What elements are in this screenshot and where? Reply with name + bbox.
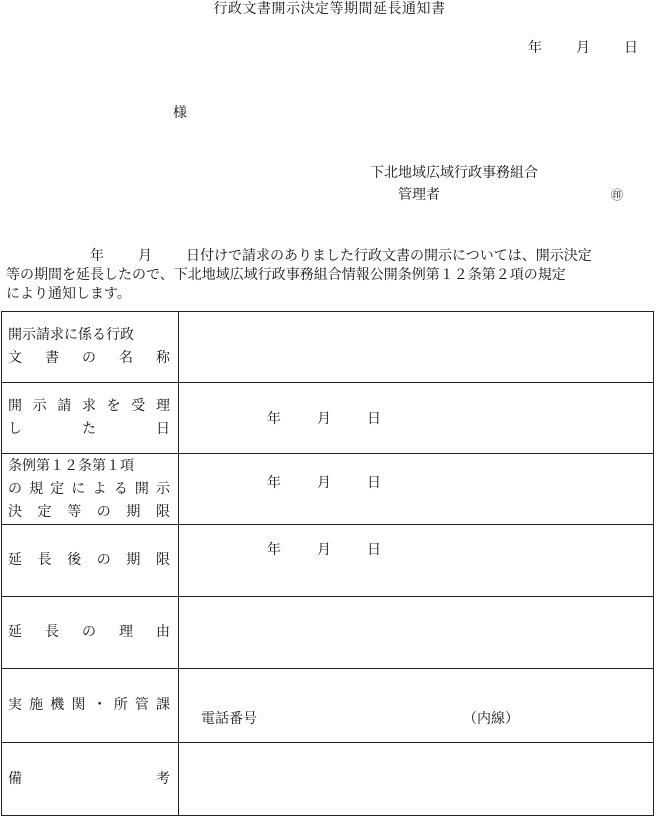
label-char: 実 — [8, 697, 22, 713]
label-char: の — [82, 350, 96, 366]
notice-table — [1, 311, 654, 816]
label-char: 定 — [37, 503, 52, 520]
date-month-label: 月 — [317, 411, 331, 427]
value-remarks[interactable] — [179, 743, 654, 816]
table-row-document-name — [2, 312, 654, 383]
date-year-label: 年 — [267, 541, 281, 558]
label-char: の — [96, 503, 111, 520]
date-year-label: 年 — [267, 475, 281, 491]
value-extension-reason[interactable] — [179, 597, 654, 669]
administrator-title: 管理者 — [398, 187, 440, 203]
label-char: 請 — [57, 398, 72, 414]
label-char: 開 — [134, 480, 149, 497]
label-char: 限 — [155, 552, 170, 568]
label-char: の — [82, 624, 96, 640]
label-char: 限 — [155, 503, 170, 520]
seal-mark: ㊞ — [610, 188, 623, 202]
table-row-extension-reason — [2, 597, 654, 669]
label-char: 書 — [45, 350, 59, 366]
label-char: た — [82, 421, 96, 437]
label-char: の — [96, 552, 111, 568]
date-year-label: 年 — [267, 411, 281, 427]
label-original-deadline — [2, 454, 179, 525]
table-row-remarks — [2, 743, 654, 816]
label-char: 開 — [8, 398, 22, 414]
issue-date — [528, 39, 638, 57]
label-line — [8, 501, 170, 524]
label-line — [8, 418, 170, 441]
label-line — [8, 478, 170, 501]
label-char: 延 — [8, 624, 22, 640]
label-receipt-date — [2, 383, 179, 454]
label-line — [8, 395, 170, 418]
label-char: 後 — [67, 552, 82, 568]
date-month-label: 月 — [317, 541, 331, 558]
label-char: 長 — [45, 624, 59, 640]
table-row-extended-deadline — [2, 525, 654, 597]
addressee-honorific: 様 — [173, 105, 187, 121]
document-title: 行政文書開示決定等期間延長通知書 — [213, 1, 446, 17]
label-char: 受 — [131, 398, 146, 414]
date-year-label: 年 — [528, 40, 542, 56]
body-line2-text: 等の期間を延長したので、下北地域広域行政事務組合情報公開条例第１２条第２項の規定 — [6, 267, 566, 283]
label-char: 決 — [8, 503, 22, 520]
label-char: 関 — [71, 697, 86, 713]
label-char: 日 — [156, 421, 170, 437]
label-char: 理 — [155, 398, 170, 414]
label-char: し — [8, 421, 22, 437]
label-text: 開示請求に係る行政 — [8, 327, 134, 343]
value-extended-deadline[interactable] — [179, 525, 654, 597]
label-char: 規 — [29, 480, 44, 497]
table-row-department — [2, 669, 654, 743]
label-char: 延 — [8, 552, 22, 568]
label-char: の — [8, 480, 22, 497]
label-extension-reason — [2, 597, 179, 669]
notice-body — [6, 247, 656, 304]
label-line — [8, 694, 170, 717]
label-char: 管 — [134, 697, 149, 713]
label-char: ・ — [92, 697, 107, 713]
label-char: 長 — [37, 552, 52, 568]
table-row-receipt-date — [2, 383, 654, 454]
label-line — [8, 324, 170, 347]
date-month-label: 月 — [317, 475, 331, 491]
label-char: に — [71, 480, 86, 497]
label-char: 期 — [126, 503, 141, 520]
date-day-label: 日 — [367, 411, 381, 427]
body-month-label: 月 — [138, 248, 152, 264]
label-char: 期 — [126, 552, 141, 568]
value-original-deadline[interactable] — [179, 454, 654, 525]
label-char: 示 — [32, 398, 47, 414]
label-char: 考 — [156, 770, 170, 787]
label-department — [2, 669, 179, 743]
label-line — [8, 549, 170, 572]
label-char: 機 — [50, 697, 65, 713]
label-extended-deadline — [2, 525, 179, 597]
label-line — [8, 768, 170, 791]
value-receipt-date[interactable] — [179, 383, 654, 454]
extension-label: （内線） — [463, 711, 519, 727]
label-char: を — [106, 398, 121, 414]
value-document-name[interactable] — [179, 312, 654, 383]
phone-number-label: 電話番号 — [201, 711, 257, 727]
label-char: 理 — [119, 624, 133, 640]
label-line — [8, 347, 170, 370]
label-char: 名 — [119, 350, 133, 366]
label-line — [8, 455, 170, 478]
body-line3-text: により通知します。 — [6, 286, 131, 302]
label-char: る — [113, 480, 128, 497]
label-char: 備 — [8, 770, 22, 787]
value-department[interactable] — [179, 669, 654, 743]
label-line — [8, 621, 170, 644]
label-char: よ — [92, 480, 107, 497]
date-month-label: 月 — [576, 40, 590, 56]
body-line1-text: 日付けで請求のありました行政文書の開示については、開示決定 — [186, 248, 592, 264]
organization-name: 下北地域広域行政事務組合 — [370, 165, 538, 181]
label-char: 由 — [156, 624, 170, 640]
label-char: 課 — [155, 697, 170, 713]
date-day-label: 日 — [367, 541, 381, 558]
label-document-name — [2, 312, 179, 383]
label-char: 称 — [156, 350, 170, 366]
label-char: 求 — [81, 398, 96, 414]
date-day-label: 日 — [367, 475, 381, 491]
label-char: 定 — [50, 480, 65, 497]
label-char: 文 — [8, 350, 22, 366]
label-text: 条例第１２条第１項 — [8, 457, 134, 474]
label-remarks — [2, 743, 179, 816]
label-char: 示 — [155, 480, 170, 497]
label-char: 等 — [67, 503, 82, 520]
date-day-label: 日 — [624, 40, 638, 56]
body-year-label: 年 — [90, 248, 104, 264]
table-row-original-deadline — [2, 454, 654, 525]
label-char: 所 — [113, 697, 128, 713]
label-char: 施 — [29, 697, 44, 713]
